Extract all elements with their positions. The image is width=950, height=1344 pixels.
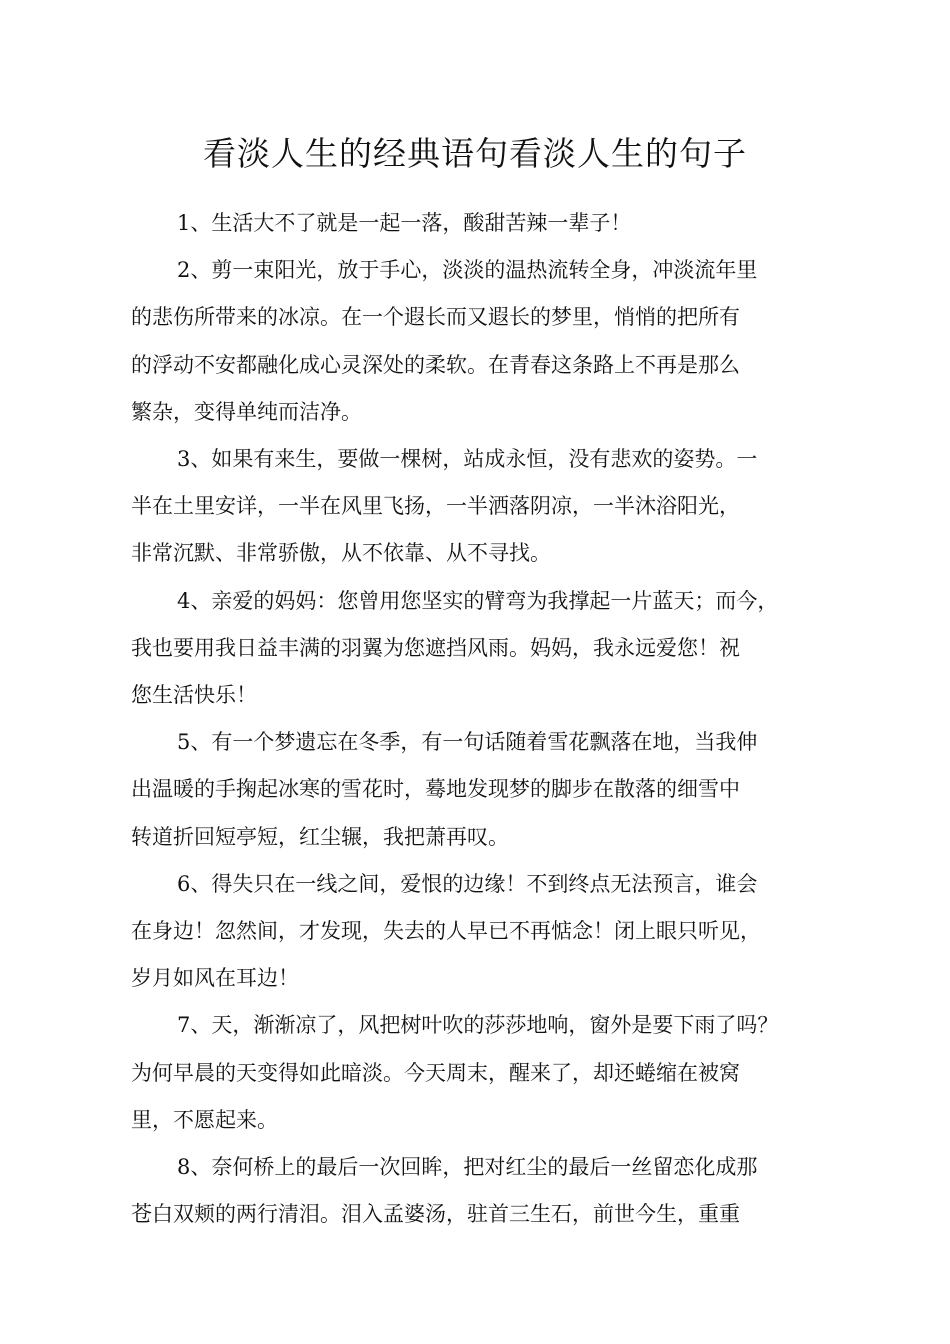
- paragraph-line: 5、有一个梦遗忘在冬季，有一句话随着雪花飘落在地，当我伸: [177, 730, 758, 755]
- paragraph-line: 在身边！忽然间，才发现，失去的人早已不再惦念！闭上眼只听见，: [131, 919, 761, 944]
- paragraph-3: [131, 436, 831, 578]
- paragraph-line: 繁杂，变得单纯而洁净。: [131, 399, 362, 424]
- paragraph-4: [131, 578, 831, 720]
- paragraph-line: 的悲伤所带来的冰凉。在一个遐长而又遐长的梦里，悄悄的把所有: [131, 305, 740, 330]
- paragraph-line: 我也要用我日益丰满的羽翼为您遮挡风雨。妈妈，我永远爱您！祝: [131, 635, 740, 660]
- paragraph-line: 苍白双颊的两行清泪。泪入孟婆汤，驻首三生石，前世今生，重重: [131, 1202, 740, 1227]
- paragraph-2: [131, 247, 831, 436]
- paragraph-line: 1、生活大不了就是一起一落，酸甜苦辣一辈子！: [177, 211, 632, 235]
- document-body: [131, 200, 831, 1238]
- paragraph-line: 里，不愿起来。: [131, 1107, 278, 1132]
- paragraph-line: 7、天，渐渐凉了，风把树叶吹的莎莎地响，窗外是要下雨了吗？: [177, 1013, 779, 1038]
- paragraph-line: 2、剪一束阳光，放于手心，淡淡的温热流转全身，冲淡流年里: [177, 258, 758, 283]
- paragraph-line: 8、奈何桥上的最后一次回眸，把对红尘的最后一丝留恋化成那: [177, 1155, 758, 1180]
- paragraph-line: 3、如果有来生，要做一棵树，站成永恒，没有悲欢的姿势。一: [177, 447, 758, 472]
- page-title: 看淡人生的经典语句看淡人生的句子: [203, 134, 747, 173]
- paragraph-line: 的浮动不安都融化成心灵深处的柔软。在青春这条路上不再是那么: [131, 352, 740, 377]
- paragraph-line: 半在土里安详，一半在风里飞扬，一半洒落阴凉，一半沐浴阳光，: [131, 494, 740, 519]
- paragraph-5: [131, 719, 831, 861]
- paragraph-line: 岁月如风在耳边！: [131, 966, 299, 991]
- paragraph-line: 转道折回短亭短，红尘辗，我把萧再叹。: [131, 824, 509, 849]
- paragraph-1: [131, 200, 831, 247]
- paragraph-7: [131, 1002, 831, 1144]
- paragraph-6: [131, 861, 831, 1003]
- paragraph-line: 您生活快乐！: [131, 683, 257, 708]
- paragraph-8: [131, 1144, 831, 1238]
- paragraph-line: 6、得失只在一线之间，爱恨的边缘！不到终点无法预言，谁会: [177, 871, 758, 896]
- paragraph-line: 出温暖的手掬起冰寒的雪花时，蓦地发现梦的脚步在散落的细雪中: [131, 777, 740, 802]
- paragraph-line: 非常沉默、非常骄傲，从不依靠、从不寻找。: [131, 541, 551, 566]
- paragraph-line: 为何早晨的天变得如此暗淡。今天周末，醒来了，却还蜷缩在被窝: [131, 1060, 740, 1085]
- paragraph-line: 4、亲爱的妈妈：您曾用您坚实的臂弯为我撑起一片蓝天；而今，: [177, 588, 779, 613]
